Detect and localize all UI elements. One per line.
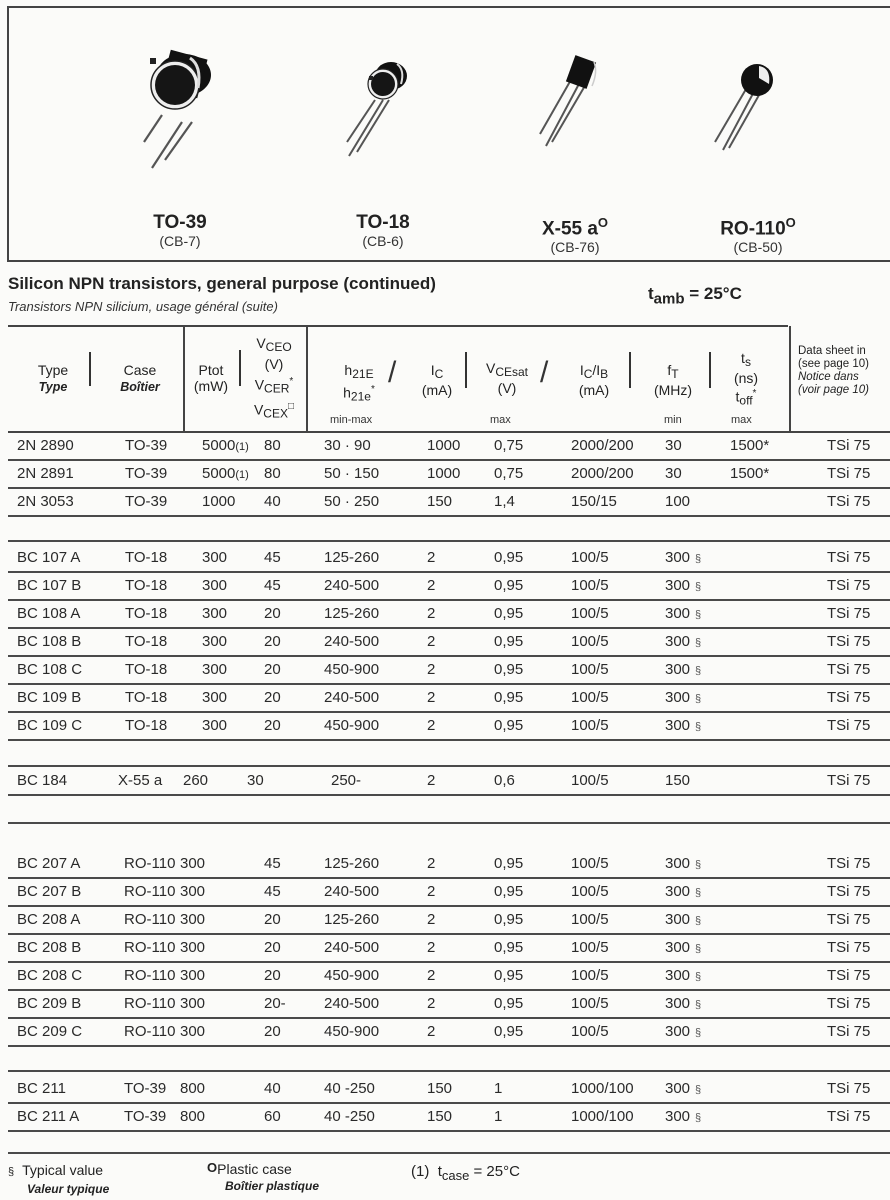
cell-ic: 2 xyxy=(427,883,436,900)
cell-vce: 40 xyxy=(264,493,281,510)
cell-ds: TSi 75 xyxy=(827,437,871,454)
cell-hfe: 40 -250 xyxy=(324,1108,375,1125)
column-header-case: Case Boîtier xyxy=(120,362,160,394)
cell-type: 2N 3053 xyxy=(17,493,74,510)
cell-type: BC 207 B xyxy=(17,883,82,900)
cell-ptot: 300 xyxy=(202,717,228,734)
cell-ptot: 300 xyxy=(180,911,206,928)
package-code: (CB-50) xyxy=(733,239,783,256)
cell-case: TO-18 xyxy=(125,633,168,650)
cell-ds: TSi 75 xyxy=(827,1108,871,1125)
header-separator xyxy=(709,352,711,388)
cell-ic: 2 xyxy=(427,549,436,566)
cell-hfe: 125-260 xyxy=(324,855,380,872)
package-code: (CB-6) xyxy=(362,233,404,249)
cell-ft: 300 § xyxy=(665,911,702,928)
plastic-flat-transistor-icon xyxy=(510,50,640,170)
cell-vcesat: 0,95 xyxy=(494,661,524,678)
plastic-case-mark: O xyxy=(785,215,796,230)
cell-ptot: 300 xyxy=(202,661,228,678)
cell-hfe: 125-260 xyxy=(324,605,380,622)
cell-case: TO-39 xyxy=(125,493,168,510)
cell-ds: TSi 75 xyxy=(827,549,871,566)
cell-hfe: 450-900 xyxy=(324,1023,380,1040)
cell-icib: 100/5 xyxy=(571,995,609,1012)
cell-ptot: 300 xyxy=(180,1023,206,1040)
cell-hfe: 240-500 xyxy=(324,577,380,594)
cell-ptot: 300 xyxy=(180,883,206,900)
cell-icib: 100/5 xyxy=(571,633,609,650)
cell-vcesat: 0,95 xyxy=(494,605,524,622)
cell-hfe: 450-900 xyxy=(324,967,380,984)
cell-vce: 60 xyxy=(264,1108,281,1125)
table-row xyxy=(8,878,890,906)
cell-ds: TSi 75 xyxy=(827,689,871,706)
cell-ic: 2 xyxy=(427,855,436,872)
ts-max-note: max xyxy=(731,414,752,426)
cell-ft: 300 § xyxy=(665,995,702,1012)
cell-case: RO-110 xyxy=(124,1023,176,1040)
table-row xyxy=(8,990,890,1018)
header-slash: / xyxy=(388,356,397,389)
cell-ic: 2 xyxy=(427,1023,436,1040)
cell-ds: TSi 75 xyxy=(827,577,871,594)
header-separator xyxy=(465,352,467,388)
header-slash: / xyxy=(540,356,549,389)
cell-ft: 300 § xyxy=(665,577,702,594)
cell-case: RO-110 xyxy=(124,967,176,984)
cell-vcesat: 0,95 xyxy=(494,633,524,650)
table-row xyxy=(8,1075,890,1103)
cell-hfe: 450-900 xyxy=(324,661,380,678)
group-top-rule xyxy=(8,1070,890,1072)
column-header-ft: $f_T$ (MHz) xyxy=(653,362,693,398)
column-header-vce: $V_{CEO}$ (V) $V_{CER}^*$ $V_{CEX}^□$ xyxy=(253,335,295,421)
footnote-typical: § Typical value Valeur typique xyxy=(8,1162,110,1196)
cell-icib: 100/5 xyxy=(571,689,609,706)
cell-hfe: 240-500 xyxy=(324,939,380,956)
cell-ptot: 300 xyxy=(202,549,228,566)
cell-ts: 1500* xyxy=(730,437,770,454)
column-header-datasheet: Data sheet in (see page 10) Notice dans (voir page 10) xyxy=(798,345,869,396)
cell-vce: 20 xyxy=(264,1023,281,1040)
cell-vcesat: 0,95 xyxy=(494,717,524,734)
cell-ds: TSi 75 xyxy=(827,633,871,650)
cell-vce: 20 xyxy=(264,661,281,678)
cell-ds: TSi 75 xyxy=(827,855,871,872)
cell-type: BC 209 B xyxy=(17,995,82,1012)
cell-ds: TSi 75 xyxy=(827,1023,871,1040)
package-code: (CB-7) xyxy=(159,233,201,249)
cell-vcesat: 0,95 xyxy=(494,689,524,706)
cell-vce: 45 xyxy=(264,883,281,900)
row-rule xyxy=(8,794,890,796)
table-row xyxy=(8,850,890,878)
cell-type: BC 211 xyxy=(17,1080,66,1097)
cell-icib: 100/5 xyxy=(571,605,609,622)
cell-case: TO-39 xyxy=(125,465,168,482)
cell-type: BC 107 B xyxy=(17,577,82,594)
cell-type: 2N 2890 xyxy=(17,437,74,454)
cell-ds: TSi 75 xyxy=(827,661,871,678)
cell-icib: 100/5 xyxy=(571,1023,609,1040)
cell-vcesat: 1 xyxy=(494,1080,503,1097)
table-row xyxy=(8,600,890,628)
cell-case: TO-18 xyxy=(125,577,168,594)
hfe-range-note: min-max xyxy=(330,414,373,426)
cell-vce: 20 xyxy=(264,717,281,734)
ambient-temperature-note: $t_{amb} = 25^\circ C$ xyxy=(648,284,742,308)
cell-ft: 300 § xyxy=(665,967,702,984)
cell-vcesat: 0,95 xyxy=(494,967,524,984)
cell-case: TO-18 xyxy=(125,689,168,706)
cell-ds: TSi 75 xyxy=(827,465,871,482)
column-header-type: Type Type xyxy=(37,362,69,394)
cell-ic: 2 xyxy=(427,939,436,956)
cell-hfe: 40 -250 xyxy=(324,1080,375,1097)
cell-ft: 300 § xyxy=(665,1108,702,1125)
cell-ds: TSi 75 xyxy=(827,772,871,789)
cell-case: TO-18 xyxy=(125,661,168,678)
cell-ic: 2 xyxy=(427,717,436,734)
cell-vcesat: 0,95 xyxy=(494,855,524,872)
cell-icib: 100/5 xyxy=(571,772,609,789)
cell-vce: 20 xyxy=(264,689,281,706)
table-row xyxy=(8,767,890,795)
cell-hfe: 240-500 xyxy=(324,995,380,1012)
cell-hfe: 240-500 xyxy=(324,883,380,900)
cell-ds: TSi 75 xyxy=(827,939,871,956)
cell-vce: 20 xyxy=(264,633,281,650)
cell-vce: 80 xyxy=(264,437,281,454)
cell-vce: 45 xyxy=(264,549,281,566)
cell-ic: 150 xyxy=(427,1108,453,1125)
cell-ft: 30 xyxy=(665,465,682,482)
cell-ptot: 5000(1) xyxy=(202,465,249,482)
cell-case: TO-18 xyxy=(125,549,168,566)
cell-ds: TSi 75 xyxy=(827,717,871,734)
cell-vce: 20 xyxy=(264,967,281,984)
row-rule xyxy=(8,515,890,517)
cell-ic: 2 xyxy=(427,995,436,1012)
cell-vcesat: 0,75 xyxy=(494,465,524,482)
cell-icib: 100/5 xyxy=(571,967,609,984)
footnote-tcase: (1) $t_{case} = 25^\circ C$ xyxy=(411,1163,520,1183)
cell-ic: 2 xyxy=(427,911,436,928)
cell-ptot: 300 xyxy=(180,967,206,984)
column-header-vcesat: $V_{CEsat}$ (V) xyxy=(485,360,529,396)
cell-ptot: 800 xyxy=(180,1108,206,1125)
table-row xyxy=(8,572,890,600)
package-name: TO-18 xyxy=(356,212,410,233)
ft-min-note: min xyxy=(664,414,682,426)
cell-hfe: 125-260 xyxy=(324,911,380,928)
package-name: TO-39 xyxy=(153,212,207,233)
cell-ic: 1000 xyxy=(427,465,461,482)
cell-ft: 300 § xyxy=(665,939,702,956)
cell-vce: 40 xyxy=(264,1080,281,1097)
cell-case: TO-39 xyxy=(124,1080,167,1097)
cell-case: RO-110 xyxy=(124,995,176,1012)
cell-hfe: 50 · 250 xyxy=(324,493,380,510)
cell-ptot: 300 xyxy=(180,855,206,872)
cell-type: BC 211 A xyxy=(17,1108,80,1125)
cell-type: BC 108 A xyxy=(17,605,81,622)
cell-vcesat: 0,95 xyxy=(494,1023,524,1040)
cell-ds: TSi 75 xyxy=(827,995,871,1012)
cell-vce: 20- xyxy=(264,995,286,1012)
cell-ic: 2 xyxy=(427,633,436,650)
cell-vcesat: 0,6 xyxy=(494,772,515,789)
cell-ic: 2 xyxy=(427,577,436,594)
cell-vce: 45 xyxy=(264,577,281,594)
cell-ft: 150 xyxy=(665,772,691,789)
cell-case: RO-110 xyxy=(124,855,176,872)
cell-case: RO-110 xyxy=(124,939,176,956)
cell-vcesat: 0,95 xyxy=(494,911,524,928)
cell-ptot: 5000(1) xyxy=(202,437,249,454)
section-title: Silicon NPN transistors, general purpose (continued) xyxy=(8,274,436,293)
cell-case: TO-39 xyxy=(125,437,168,454)
cell-icib: 2000/200 xyxy=(571,437,634,454)
cell-vcesat: 0,95 xyxy=(494,939,524,956)
column-header-ptot: Ptot (mW) xyxy=(193,362,229,394)
cell-hfe: 240-500 xyxy=(324,689,380,706)
cell-ft: 300 § xyxy=(665,717,702,734)
table-row xyxy=(8,906,890,934)
cell-icib: 100/5 xyxy=(571,855,609,872)
cell-hfe: 450-900 xyxy=(324,717,380,734)
section-subtitle-fr: Transistors NPN silicium, usage général (suite) xyxy=(8,299,278,314)
cell-ic: 2 xyxy=(427,689,436,706)
cell-ds: TSi 75 xyxy=(827,1080,871,1097)
cell-type: BC 207 A xyxy=(17,855,81,872)
cell-type: BC 208 A xyxy=(17,911,81,928)
table-row xyxy=(8,1018,890,1046)
package-code: (CB-76) xyxy=(550,239,600,256)
cell-ic: 1000 xyxy=(427,437,461,454)
package-name: X-55 a xyxy=(541,218,598,240)
column-header-hfe: $h_{21E}$ $h_{21e}^*$ xyxy=(343,362,375,404)
package-x55a xyxy=(510,50,640,255)
cell-case: RO-110 xyxy=(124,911,176,928)
cell-icib: 100/5 xyxy=(571,939,609,956)
cell-ts: 1500* xyxy=(730,465,770,482)
cell-vce: 20 xyxy=(264,605,281,622)
table-row xyxy=(8,1103,890,1131)
cell-ds: TSi 75 xyxy=(827,605,871,622)
cell-type: BC 109 B xyxy=(17,689,82,706)
cell-icib: 2000/200 xyxy=(571,465,634,482)
cell-ptot: 300 xyxy=(180,939,206,956)
cell-ft: 300 § xyxy=(665,883,702,900)
header-separator xyxy=(239,350,241,386)
cell-type: BC 209 C xyxy=(17,1023,83,1040)
cell-type: BC 208 B xyxy=(17,939,82,956)
cell-icib: 100/5 xyxy=(571,661,609,678)
table-row xyxy=(8,684,890,712)
column-header-ts: $t_s$ (ns) $t_{off}^*$ xyxy=(733,350,759,408)
cell-hfe: 50 · 150 xyxy=(324,465,380,482)
header-divider xyxy=(306,326,308,432)
cell-ft: 300 § xyxy=(665,661,702,678)
cell-vcesat: 0,95 xyxy=(494,549,524,566)
table-row xyxy=(8,544,890,572)
cell-vcesat: 1 xyxy=(494,1108,503,1125)
cell-ft: 100 xyxy=(665,493,691,510)
cell-type: BC 108 C xyxy=(17,661,83,678)
cell-hfe: 30 · 90 xyxy=(324,437,371,454)
cell-vcesat: 0,95 xyxy=(494,577,524,594)
cell-vce: 80 xyxy=(264,465,281,482)
cell-type: BC 109 C xyxy=(17,717,83,734)
cell-case: TO-18 xyxy=(125,717,168,734)
cell-ds: TSi 75 xyxy=(827,883,871,900)
row-rule xyxy=(8,1045,890,1047)
cell-hfe: 250- xyxy=(331,772,362,789)
metal-can-transistor-small-icon xyxy=(323,50,443,170)
table-row xyxy=(8,962,890,990)
cell-icib: 1000/100 xyxy=(571,1080,634,1097)
cell-case: TO-39 xyxy=(124,1108,167,1125)
cell-ptot: 300 xyxy=(202,605,228,622)
group-top-rule xyxy=(8,540,890,542)
vcesat-max-note: max xyxy=(490,414,511,426)
table-header-top-rule xyxy=(8,325,788,327)
cell-hfe: 240-500 xyxy=(324,633,380,650)
cell-type: BC 208 C xyxy=(17,967,83,984)
cell-ptot: 300 xyxy=(180,995,206,1012)
package-ro110 xyxy=(693,50,823,255)
cell-case: RO-110 xyxy=(124,883,176,900)
cell-ft: 300 § xyxy=(665,1080,702,1097)
column-header-ic-ib: $I_C/I_B$ (mA) xyxy=(578,362,610,398)
cell-icib: 100/5 xyxy=(571,549,609,566)
table-row xyxy=(8,460,890,488)
header-divider xyxy=(183,326,185,432)
cell-ft: 300 § xyxy=(665,855,702,872)
cell-ft: 300 § xyxy=(665,689,702,706)
cell-vcesat: 0,95 xyxy=(494,883,524,900)
cell-ptot: 1000 xyxy=(202,493,236,510)
cell-ptot: 800 xyxy=(180,1080,206,1097)
cell-ic: 150 xyxy=(427,493,453,510)
cell-ic: 2 xyxy=(427,605,436,622)
cell-vcesat: 0,95 xyxy=(494,995,524,1012)
cell-type: BC 108 B xyxy=(17,633,82,650)
cell-vce: 20 xyxy=(264,911,281,928)
cell-ft: 300 § xyxy=(665,1023,702,1040)
table-row xyxy=(8,656,890,684)
cell-icib: 100/5 xyxy=(571,717,609,734)
cell-icib: 1000/100 xyxy=(571,1108,634,1125)
row-rule xyxy=(8,739,890,741)
cell-ds: TSi 75 xyxy=(827,493,871,510)
cell-case: X-55 a xyxy=(118,772,163,789)
cell-icib: 100/5 xyxy=(571,911,609,928)
cell-ft: 30 xyxy=(665,437,682,454)
package-to18 xyxy=(323,50,443,255)
footnote-rule xyxy=(8,1152,890,1154)
header-separator xyxy=(629,352,631,388)
header-separator xyxy=(89,352,91,386)
cell-ds: TSi 75 xyxy=(827,967,871,984)
table-row xyxy=(8,934,890,962)
cell-ic: 2 xyxy=(427,661,436,678)
table-row xyxy=(8,432,890,460)
cell-icib: 100/5 xyxy=(571,577,609,594)
cell-type: BC 107 A xyxy=(17,549,81,566)
cell-ft: 300 § xyxy=(665,633,702,650)
header-divider xyxy=(789,326,791,432)
cell-ic: 2 xyxy=(427,967,436,984)
cell-icib: 150/15 xyxy=(571,493,617,510)
cell-ptot: 300 xyxy=(202,689,228,706)
package-name: RO-110 xyxy=(720,218,786,240)
cell-hfe: 125-260 xyxy=(324,549,380,566)
cell-vcesat: 1,4 xyxy=(494,493,515,510)
cell-vcesat: 0,75 xyxy=(494,437,524,454)
cell-vce: 20 xyxy=(264,939,281,956)
table-row xyxy=(8,712,890,740)
cell-type: 2N 2891 xyxy=(17,465,74,482)
cell-ft: 300 § xyxy=(665,549,702,566)
plastic-round-transistor-icon xyxy=(693,50,823,170)
cell-ic: 2 xyxy=(427,772,436,789)
cell-icib: 100/5 xyxy=(571,883,609,900)
cell-ptot: 260 xyxy=(183,772,209,789)
cell-ic: 150 xyxy=(427,1080,453,1097)
group-top-rule xyxy=(8,822,890,824)
cell-vce: 45 xyxy=(264,855,281,872)
row-rule xyxy=(8,1130,890,1132)
cell-ptot: 300 xyxy=(202,577,228,594)
footnote-plastic: OPlastic case Boîtier plastique xyxy=(207,1160,320,1193)
cell-ds: TSi 75 xyxy=(827,911,871,928)
cell-vce: 30 xyxy=(247,772,264,789)
cell-ft: 300 § xyxy=(665,605,702,622)
table-row xyxy=(8,488,890,516)
cell-case: TO-18 xyxy=(125,605,168,622)
cell-type: BC 184 xyxy=(17,772,68,789)
table-row xyxy=(8,628,890,656)
column-header-ic: $I_C$ (mA) xyxy=(421,362,453,398)
metal-can-transistor-large-icon xyxy=(120,40,240,170)
cell-ptot: 300 xyxy=(202,633,228,650)
plastic-case-mark: O xyxy=(597,215,609,230)
package-to39 xyxy=(120,40,240,255)
